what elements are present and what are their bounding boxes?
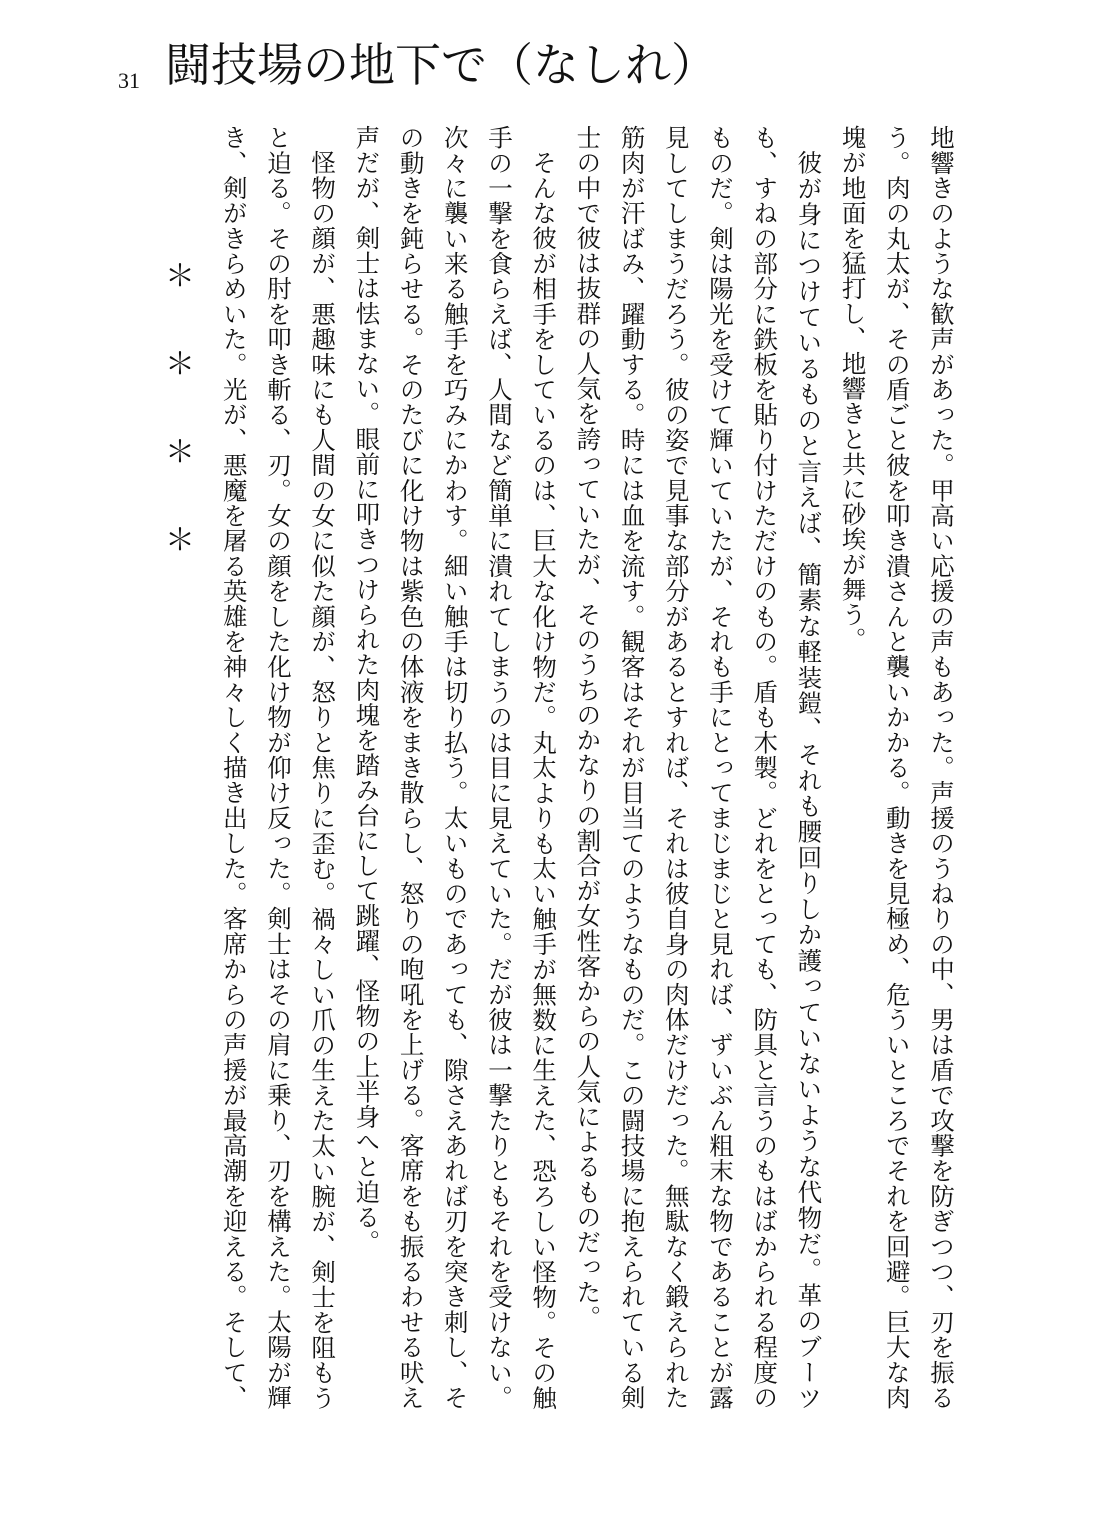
scene-break xyxy=(165,259,195,562)
paragraph-3: そんな彼が相手をしているのは、巨大な化け物だ。丸太よりも太い触手が無数に生えた、恐ろしい怪物。その触手の一撃を食らえば、人間など簡単に潰れてしまうのは目に見えていた。だが彼は一撃たりともそれを受けない。次々に襲い来る触手を巧みにかわす。細い触手は切り払う。太いものであっても、隙さえあれば刃を突き刺し、その動きを鈍らせる。そのたびに化け物は紫色の体液をまき散らし、怒りの咆吼を上げる。客席をも振るわせる吠え声だが、剣士は怯まない。眼前に叩きつけられた肉塊を踏み台にして跳躍、怪物の上半身へと迫る。 xyxy=(352,125,559,1410)
paragraph-2: 彼が身につけているものと言えば、簡素な軽装鎧、それも腰回りしか護っていないような代物だ。革のブーツも、すねの部分に鉄板を貼り付けただけのもの。盾も木製。どれをとっても、防具と言うのもはばかられる程度のものだ。剣は陽光を受けて輝いていたが、それも手にとってまじまじと見れば、ずいぶん粗末な物であることが露見してしまうだろう。彼の姿で見事な部分があるとすれば、それは彼自身の肉体だけだった。無駄なく鍛えられた筋肉が汗ばみ、躍動する。時には血を流す。観客はそれが目当てのようなものだ。この闘技場に抱えられている剣士の中で彼は抜群の人気を誇っていたが、そのうちのかなりの割合が女性客からの人気によるものだった。 xyxy=(573,125,824,1410)
scene-break-asterisk: ＊ xyxy=(165,523,195,558)
paragraph-4: 怪物の顔が、悪趣味にも人間の女に似た顔が、怒りと焦りに歪む。禍々しい爪の生えた太い腕が、剣士を阻もうと迫る。その肘を叩き斬る、刃。女の顔をした化け物が仰け反った。剣士はその肩に乗り、刃を構えた。太陽が輝き、剣がきらめいた。光が、悪魔を屠る英雄を神々しく描き出した。客席からの声援が最高潮を迎える。そして、 xyxy=(219,125,338,1410)
paragraph-1: 地響きのような歓声があった。甲高い応援の声もあった。声援のうねりの中、男は盾で攻撃を防ぎつつ、刃を振るう。肉の丸太が、その盾ごと彼を叩き潰さんと襲いかかる。動きを見極め、危ういところでそれを回避。巨大な肉塊が地面を猛打し、地響きと共に砂埃が舞う。 xyxy=(838,125,956,1410)
page-number: 31 xyxy=(118,68,140,93)
body-text xyxy=(203,125,963,1410)
chapter-title: 闘技場の地下で（なしれ） xyxy=(165,38,717,92)
scene-break-asterisk: ＊ xyxy=(165,347,195,382)
scene-break-asterisk: ＊ xyxy=(165,435,195,470)
scene-break-asterisk: ＊ xyxy=(165,259,195,294)
